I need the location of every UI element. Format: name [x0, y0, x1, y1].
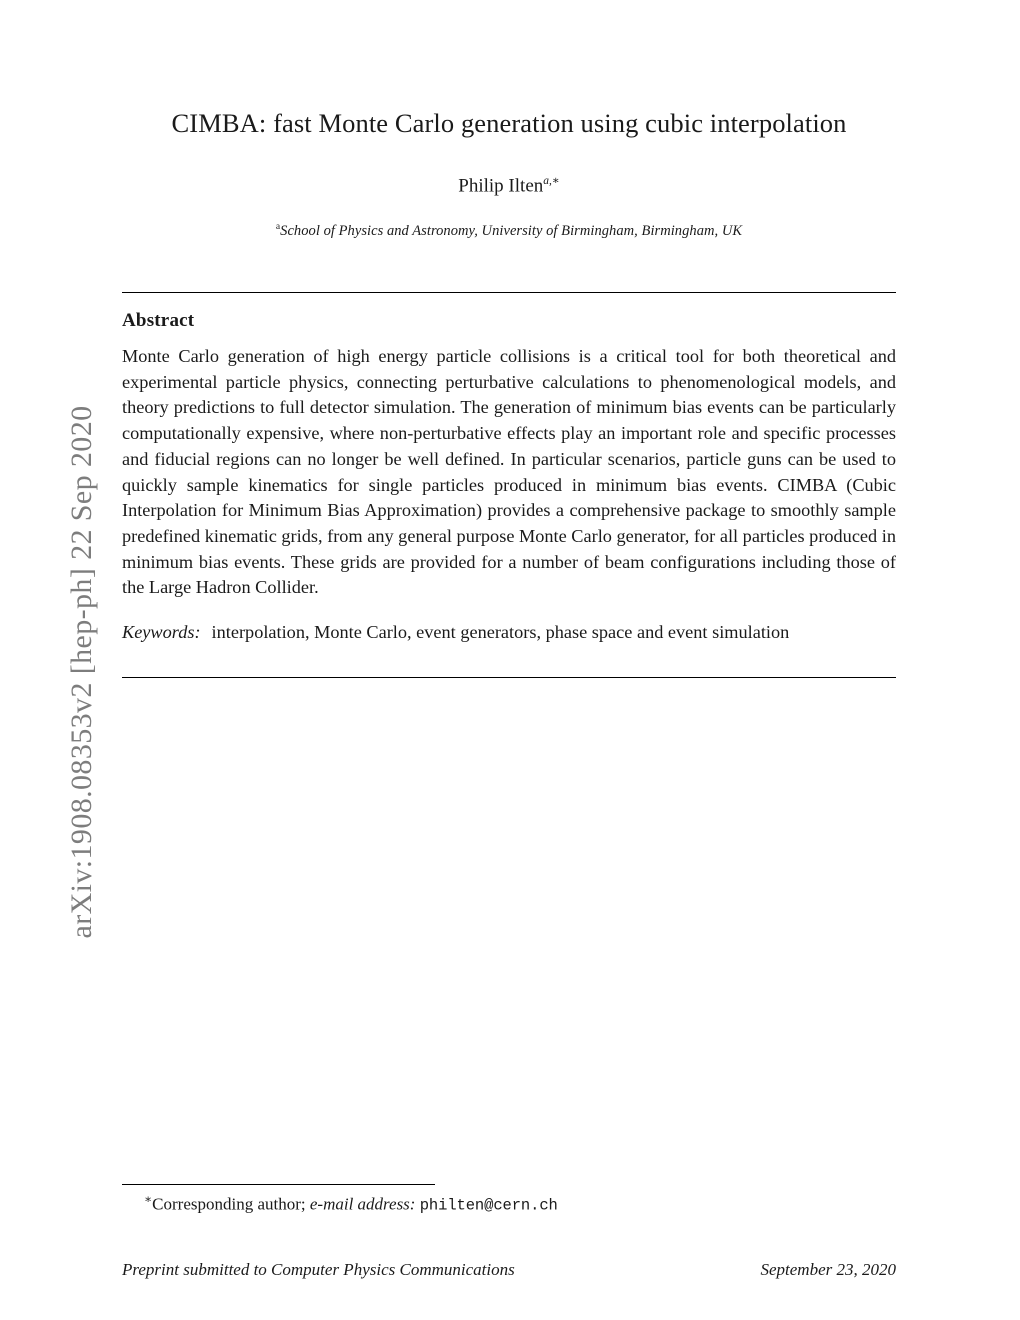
arxiv-stamp [0, 0, 98, 1320]
page-footer [122, 1260, 896, 1280]
paper-title: CIMBA: fast Monte Carlo generation using cubic interpolation [171, 108, 847, 138]
abstract-top-rule [122, 292, 896, 293]
keywords-line [122, 620, 822, 646]
author-name: Philip Ilten [458, 175, 544, 197]
author-affiliation-marker: a,∗ [543, 174, 560, 187]
affiliation-line [122, 197, 896, 240]
abstract-heading: Abstract [122, 310, 195, 331]
footnote-rule [122, 1184, 435, 1185]
footer-journal-submission: Preprint submitted to Computer Physics Communications [122, 1260, 515, 1279]
footnote-lead-text: Corresponding author; [152, 1194, 310, 1214]
keywords-label: Keywords: [122, 622, 201, 642]
footnote-marker: ∗ [144, 1192, 153, 1206]
footnote-email-label: e-mail address: [309, 1194, 416, 1214]
abstract-bottom-rule [122, 677, 896, 678]
affiliation-marker: a [275, 222, 281, 233]
affiliation-text: School of Physics and Astronomy, University of Birmingham, Birmingham, UK [280, 222, 743, 239]
arxiv-identifier-text: arXiv:1908.08353v2 [hep-ph] 22 Sep 2020 [65, 405, 98, 939]
keywords-value: interpolation, Monte Carlo, event generators, phase space and event simulation [211, 622, 790, 642]
paper-content-column [122, 0, 896, 1320]
abstract-body: Monte Carlo generation of high energy particle collisions is a critical tool for both theoretical and experimental particle physics, connecting perturbative calculations to phenomenological models, and theory predictions to full detector simulation. The generation of minimum bias events can be particularly computationally expensive, where non-perturbative effects play an important role and specific processes and fiducial regions can no longer be well defined. In particular scenarios, particle guns can be used to quickly sample kinematics for single particles produced in minimum bias events. CIMBA (Cubic Interpolation for Minimum Bias Approximation) provides a comprehensive package to smoothly sample predefined kinematic grids, from any general purpose Monte Carlo generator, for all particles produced in minimum bias events. These grids are provided for a number of beam configurations including those of the Large Hadron Collider. [122, 346, 896, 598]
corresponding-author-footnote [144, 1192, 558, 1215]
footnote-email-address[interactable]: philten@cern.ch [419, 1196, 558, 1215]
author-line [122, 140, 896, 197]
footer-date: September 23, 2020 [760, 1260, 896, 1279]
